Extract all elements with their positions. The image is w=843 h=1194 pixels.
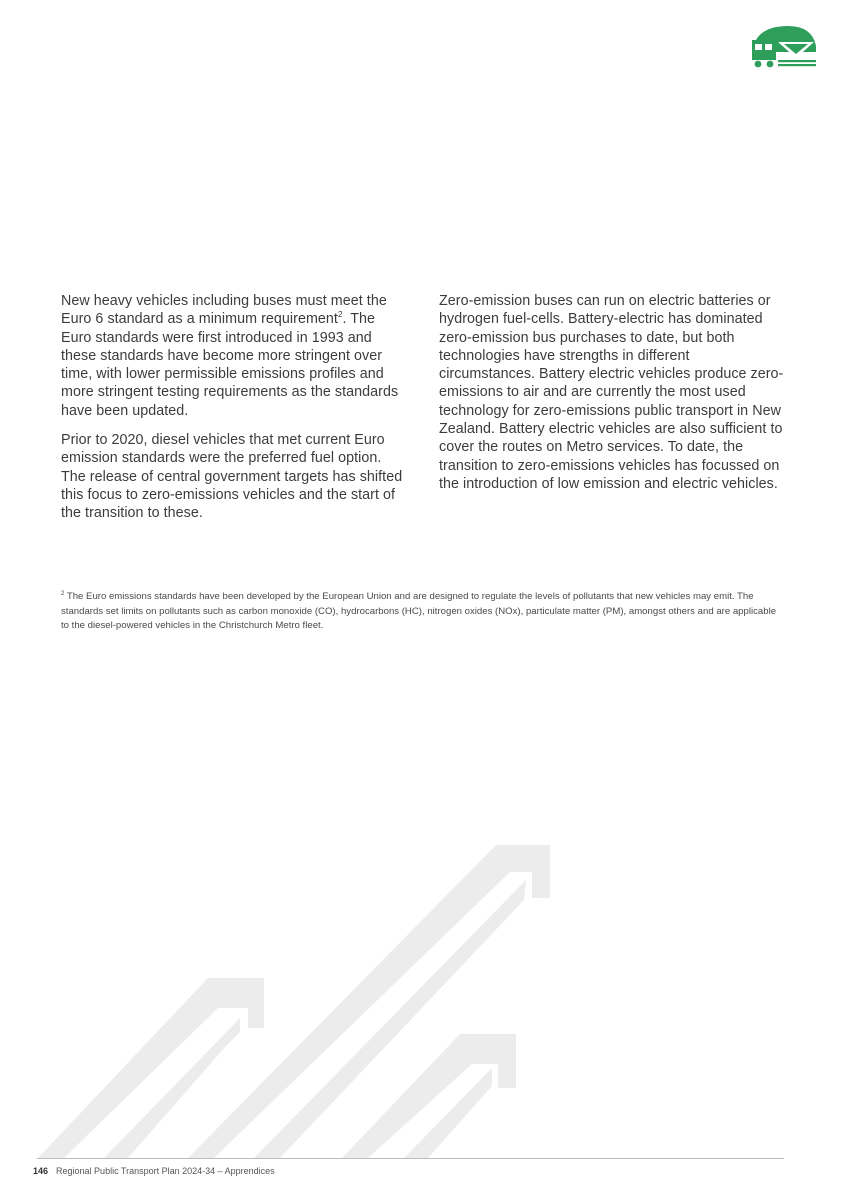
footnote-ref-2[interactable]: 2 [337,310,343,320]
paragraph-diesel: Prior to 2020, diesel vehicles that met current Euro emission standards were the preferred fuel option. The release of central government targets has shifted this focus to zero-emissions vehicles and the start of the transition to these. [61,432,403,522]
footnote [61,590,786,634]
footer-rule [37,1158,784,1159]
decorative-stripes-graphic [0,840,843,1160]
page-footer [33,1165,275,1177]
footnote-text: The Euro emissions standards have been developed by the European Union and are designed to regulate the levels of pollutants that new vehicles may emit. The standards set limits on pollutants such as carbon monoxide (CO), hydrocarbons (HC), nitrogen oxides (NOx), particulate matter (PM), amongst others and are applicable to the diesel-powered vehicles in the Christchurch Metro fleet. [61,591,777,632]
paragraph-euro6: New heavy vehicles including buses must meet the Euro 6 standard as a minimum requirement$^2$. The Euro standards were first introduced in 1993 and these standards have become more stringent over time, with lower permissible emissions profiles and more stringent testing requirements as the standards have been updated. [61,293,399,419]
page-number: 146 [33,1166,49,1176]
body-column-left [61,292,406,534]
paragraph-zero-emission: Zero-emission buses can run on electric batteries or hydrogen fuel-cells. Battery-electric has dominated zero-emission bus purchases to date, but both technologies have strengths in different circumstances. Battery electric vehicles produce zero-emissions to air and are currently the most used technology for zero-emissions public transport in New Zealand. Battery electric vehicles are also sufficient to cover the routes on Metro services. To date, the transition to zero-emissions vehicles has focussed on the introduction of low emission and electric vehicles. [439,293,784,492]
bus-logo-icon [748,24,820,70]
body-column-right [439,292,784,504]
document-title: Regional Public Transport Plan 2024-34 – Apprendices [56,1166,275,1176]
footnote-marker: 2 [61,590,65,597]
